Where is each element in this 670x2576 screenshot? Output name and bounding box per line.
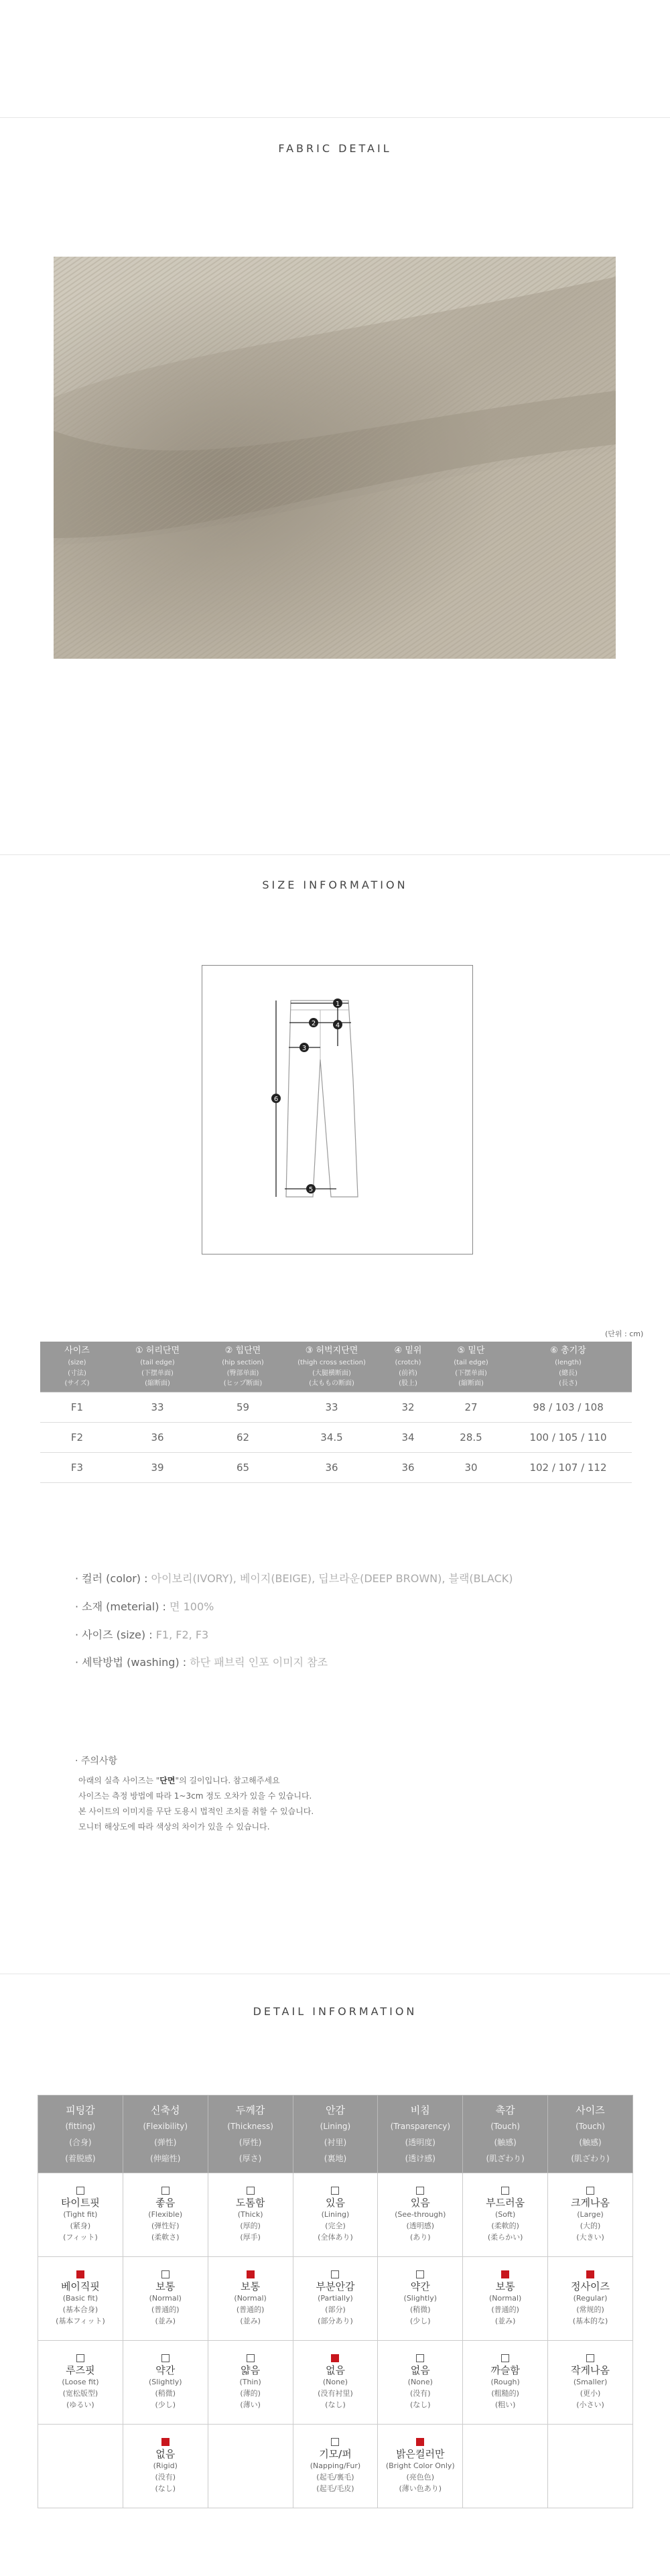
checked-checkbox-icon: [161, 2438, 170, 2446]
detail-cell-sub: (稍微): [155, 2389, 176, 2398]
size-cell: 59: [201, 1392, 285, 1422]
detail-cell-sub: (没有): [155, 2473, 176, 2482]
detail-cell-sub: (柔らかい): [487, 2233, 523, 2242]
detail-cell: [38, 2425, 123, 2508]
detail-cell-label: 보통: [155, 2280, 176, 2293]
detail-header: 비침 (Transparency) (透明度) (透け感): [378, 2096, 463, 2173]
detail-cell-label: 타이트핏: [60, 2197, 100, 2209]
detail-cell-sub: (あり): [410, 2233, 431, 2242]
checked-checkbox-icon: [247, 2270, 255, 2278]
detail-cell-sub: (厚的): [240, 2221, 261, 2230]
svg-text:2: 2: [311, 1020, 316, 1027]
detail-cell-sub: (Basic fit): [62, 2294, 98, 2303]
detail-cell: [208, 2173, 293, 2257]
detail-cell-label: 부분안감: [316, 2280, 355, 2293]
detail-cell-sub: (柔軟さ): [151, 2233, 180, 2242]
detail-cell-label: 루즈핏: [66, 2364, 95, 2376]
spec-value: 하단 패브릭 인포 이미지 참조: [190, 1656, 328, 1669]
svg-text:3: 3: [302, 1045, 307, 1052]
table-row: [38, 2341, 633, 2425]
detail-cell: [378, 2341, 463, 2425]
size-cell: 28.5: [438, 1422, 505, 1452]
checkbox-icon: [501, 2354, 509, 2362]
checked-checkbox-icon: [586, 2270, 594, 2278]
spec-label: · 사이즈 (size) :: [75, 1628, 153, 1641]
detail-cell-sub: (フィット): [63, 2233, 98, 2242]
detail-cell: [208, 2257, 293, 2341]
detail-cell-sub: (小さい): [576, 2400, 604, 2409]
detail-cell: [548, 2341, 633, 2425]
table-row: [38, 2425, 633, 2508]
detail-cell-sub: (Soft): [494, 2210, 516, 2219]
detail-cell: [123, 2257, 208, 2341]
detail-cell-sub: (大的): [580, 2221, 601, 2230]
detail-cell-sub: (部分あり): [318, 2317, 353, 2325]
detail-cell-sub: (Loose fit): [62, 2378, 99, 2386]
detail-cell-label: 있음: [410, 2197, 430, 2209]
detail-cell-sub: (Regular): [573, 2294, 608, 2303]
detail-table: [38, 2095, 633, 2508]
detail-cell-sub: (Normal): [488, 2294, 522, 2303]
detail-cell-sub: (Lining): [321, 2210, 350, 2219]
detail-cell-label: 작게나옴: [571, 2364, 610, 2376]
detail-cell-sub: (Bright Color Only): [385, 2461, 455, 2470]
checkbox-icon: [331, 2187, 339, 2195]
detail-cell: [293, 2257, 378, 2341]
detail-cell-sub: (少し): [155, 2400, 176, 2409]
detail-cell-sub: (薄い): [240, 2400, 261, 2409]
detail-cell-sub: (ゆるい): [66, 2400, 94, 2409]
diagram-marker: [309, 1018, 318, 1027]
detail-cell-label: 얇음: [241, 2364, 261, 2376]
detail-cell-sub: (全体あり): [318, 2233, 353, 2242]
checkbox-icon: [247, 2354, 255, 2362]
detail-header: 신축성 (Flexibility) (弹性) (伸縮性): [123, 2096, 208, 2173]
detail-cell-label: 베이직핏: [60, 2280, 100, 2293]
table-row: [40, 1392, 632, 1422]
detail-cell-label: 없음: [410, 2364, 430, 2376]
detail-cell: [293, 2173, 378, 2257]
size-cell: 36: [114, 1422, 201, 1452]
detail-cell-sub: (亮色色): [406, 2473, 435, 2482]
detail-information-title: DETAIL INFORMATION: [253, 2005, 417, 2018]
spec-size: [75, 1626, 208, 1642]
detail-cell-sub: (粗糙的): [491, 2389, 519, 2398]
detail-cell-sub: (並み): [240, 2317, 261, 2325]
checked-checkbox-icon: [501, 2270, 509, 2278]
notes-text: 아래의 실측 사이즈는 "단면"의 길이입니다. 참고해주세요 사이즈는 측정 방법에 따라 1~3cm 정도 오차가 있을 수 있습니다. 본 사이트의 이미지를 무단 도용시 법적인 조치를 취할 수 있습니다. 모니터 해상도에 따라 색상의 차이가 있을 수 있습니다.: [78, 1776, 314, 1831]
diagram-marker: [333, 999, 342, 1008]
size-cell: 62: [201, 1422, 285, 1452]
checkbox-icon: [501, 2187, 509, 2195]
detail-cell-sub: (透明感): [406, 2221, 435, 2230]
size-header: ③ 허벅지단면 (thigh cross section) (大腿横断面) (太ももの断面): [285, 1342, 379, 1392]
detail-cell: [293, 2341, 378, 2425]
detail-cell-label: 도톰함: [235, 2197, 265, 2209]
detail-cell-sub: (Large): [577, 2210, 604, 2219]
detail-cell: [38, 2257, 123, 2341]
size-cell: 32: [379, 1392, 438, 1422]
detail-cell-sub: (None): [322, 2378, 348, 2386]
detail-cell: [548, 2173, 633, 2257]
detail-cell: [208, 2425, 293, 2508]
detail-cell-sub: (更小): [580, 2389, 601, 2398]
detail-cell-label: 없음: [155, 2448, 176, 2460]
diagram-marker: [306, 1184, 316, 1194]
detail-cell-sub: (Rigid): [153, 2461, 178, 2470]
size-cell: F3: [40, 1452, 114, 1482]
detail-cell-sub: (Napping/Fur): [310, 2461, 361, 2470]
table-row: [40, 1452, 632, 1482]
size-cell: 36: [379, 1452, 438, 1482]
detail-cell-sub: (Slightly): [149, 2378, 182, 2386]
size-cell: 33: [285, 1392, 379, 1422]
unit-label: (단위 : cm): [605, 1330, 644, 1338]
detail-cell: [293, 2425, 378, 2508]
table-row: [38, 2257, 633, 2341]
spec-color: [75, 1570, 513, 1586]
detail-cell-sub: (None): [407, 2378, 433, 2386]
detail-cell-sub: (See-through): [395, 2210, 446, 2219]
spec-material: [75, 1598, 214, 1614]
detail-cell: [38, 2341, 123, 2425]
table-row: [40, 1422, 632, 1452]
detail-cell-sub: (基本的な): [572, 2317, 608, 2325]
size-cell: 27: [438, 1392, 505, 1422]
detail-cell-sub: (起毛/裏毛): [316, 2473, 354, 2482]
checkbox-icon: [586, 2354, 594, 2362]
spec-value: F1, F2, F3: [155, 1628, 209, 1641]
detail-cell: [548, 2257, 633, 2341]
svg-text:6: 6: [273, 1096, 279, 1103]
section-divider: [0, 854, 670, 855]
detail-cell-sub: (並み): [494, 2317, 516, 2325]
detail-cell-sub: (Thick): [237, 2210, 263, 2219]
detail-cell-sub: (Normal): [149, 2294, 182, 2303]
detail-cell-sub: (厚手): [240, 2233, 261, 2242]
detail-cell: [463, 2257, 548, 2341]
detail-header: 두께감 (Thickness) (厚性) (厚さ): [208, 2096, 293, 2173]
checkbox-icon: [161, 2187, 170, 2195]
detail-cell-label: 부드러움: [486, 2197, 525, 2209]
detail-cell-sub: (Normal): [234, 2294, 267, 2303]
checkbox-icon: [331, 2438, 339, 2446]
detail-cell-label: 크게나옴: [571, 2197, 610, 2209]
detail-cell: [123, 2173, 208, 2257]
size-cell: F1: [40, 1392, 114, 1422]
checkbox-icon: [247, 2187, 255, 2195]
detail-cell-sub: (普通的): [151, 2305, 180, 2314]
checkbox-icon: [586, 2187, 594, 2195]
size-cell: 98 / 103 / 108: [505, 1392, 632, 1422]
detail-header: 사이즈 (Touch) (触感) (肌ざわり): [548, 2096, 633, 2173]
size-cell: 34: [379, 1422, 438, 1452]
size-cell: 34.5: [285, 1422, 379, 1452]
size-cell: 39: [114, 1452, 201, 1482]
size-header: ⑥ 총기장 (length) (總長) (長さ): [505, 1342, 632, 1392]
detail-cell-sub: (柔軟的): [491, 2221, 519, 2230]
detail-cell-label: 까슬함: [490, 2364, 520, 2376]
checkbox-icon: [416, 2270, 424, 2278]
spec-label: · 컬러 (color) :: [75, 1572, 148, 1585]
svg-text:4: 4: [335, 1022, 340, 1029]
detail-cell-sub: (没有衬里): [318, 2389, 353, 2398]
detail-cell-label: 좋음: [155, 2197, 176, 2209]
detail-cell-sub: (起毛/毛皮): [316, 2484, 354, 2493]
svg-text:1: 1: [335, 1001, 340, 1008]
size-header: ④ 밑위 (crotch) (前裆) (股上): [379, 1342, 438, 1392]
detail-cell-sub: (Partially): [318, 2294, 353, 2303]
checkbox-icon: [416, 2354, 424, 2362]
checked-checkbox-icon: [416, 2438, 424, 2446]
detail-cell-label: 정사이즈: [571, 2280, 610, 2293]
size-cell: 33: [114, 1392, 201, 1422]
detail-cell-sub: (宽松版型): [62, 2389, 98, 2398]
size-header: 사이즈 (size) (寸法) (サイズ): [40, 1342, 114, 1392]
size-cell: 100 / 105 / 110: [505, 1422, 632, 1452]
size-cell: F2: [40, 1422, 114, 1452]
spec-label: · 세탁방법 (washing) :: [75, 1656, 187, 1669]
size-table: [40, 1342, 632, 1483]
detail-cell: [38, 2173, 123, 2257]
detail-header: 안감 (Lining) (衬里) (裏地): [293, 2096, 378, 2173]
size-header: ② 힙단면 (hip section) (臀部单面) (ヒップ断面): [201, 1342, 285, 1392]
detail-cell-sub: (薄的): [240, 2389, 261, 2398]
size-header: ① 허리단면 (tail edge) (下摆单面) (縮断面): [114, 1342, 201, 1392]
detail-cell-label: 없음: [325, 2364, 345, 2376]
detail-cell-sub: (部分): [325, 2305, 346, 2314]
checkbox-icon: [416, 2187, 424, 2195]
detail-cell-sub: (なし): [410, 2400, 431, 2409]
detail-cell: [463, 2173, 548, 2257]
size-cell: 36: [285, 1452, 379, 1482]
checked-checkbox-icon: [76, 2270, 84, 2278]
detail-cell: [548, 2425, 633, 2508]
checkbox-icon: [161, 2354, 170, 2362]
detail-cell-label: 기모/퍼: [319, 2448, 352, 2460]
detail-header: 피팅감 (fitting) (合身) (着脱感): [38, 2096, 123, 2173]
detail-cell-sub: (普通的): [491, 2305, 519, 2314]
table-row: [38, 2173, 633, 2257]
detail-cell-sub: (普通的): [236, 2305, 265, 2314]
checkbox-icon: [331, 2270, 339, 2278]
size-cell: 102 / 107 / 112: [505, 1452, 632, 1482]
diagram-marker: [299, 1043, 309, 1052]
detail-cell-sub: (大きい): [576, 2233, 604, 2242]
detail-cell-label: 보통: [241, 2280, 261, 2293]
detail-cell: [208, 2341, 293, 2425]
checkbox-icon: [76, 2354, 84, 2362]
detail-cell-sub: (基本合身): [62, 2305, 98, 2314]
detail-cell-sub: (Rough): [490, 2378, 520, 2386]
detail-cell-sub: (弹性好): [151, 2221, 180, 2230]
detail-cell-sub: (並み): [155, 2317, 176, 2325]
top-divider: [0, 117, 670, 118]
detail-cell: [378, 2425, 463, 2508]
spec-washing: [75, 1654, 328, 1669]
diagram-marker: [333, 1020, 342, 1029]
detail-cell-sub: (紧身): [70, 2221, 91, 2230]
detail-header: 촉감 (Touch) (触感) (肌ざわり): [463, 2096, 548, 2173]
svg-text:5: 5: [308, 1186, 314, 1194]
detail-cell: [378, 2173, 463, 2257]
detail-cell-label: 약간: [410, 2280, 430, 2293]
size-cell: 65: [201, 1452, 285, 1482]
detail-cell-label: 있음: [325, 2197, 345, 2209]
detail-cell-sub: (Slightly): [403, 2294, 438, 2303]
detail-cell-sub: (薄い色あり): [399, 2484, 442, 2493]
detail-cell: [378, 2257, 463, 2341]
detail-cell-sub: (少し): [410, 2317, 431, 2325]
detail-cell-sub: (Tight fit): [63, 2210, 98, 2219]
notes-heading: · 주의사항: [75, 1756, 117, 1766]
detail-cell-label: 약간: [155, 2364, 176, 2376]
detail-cell: [123, 2341, 208, 2425]
size-information-title: SIZE INFORMATION: [262, 879, 408, 891]
spec-value: 아이보리(IVORY), 베이지(BEIGE), 딥브라운(DEEP BROWN), 블랙(BLACK): [151, 1572, 513, 1585]
spec-value: 면 100%: [170, 1600, 214, 1613]
detail-cell-sub: (なし): [155, 2484, 176, 2493]
detail-cell-sub: (Smaller): [573, 2378, 608, 2386]
fabric-detail-title: FABRIC DETAIL: [278, 142, 392, 155]
detail-cell-sub: (常规的): [576, 2305, 604, 2314]
detail-cell-sub: (Flexible): [148, 2210, 183, 2219]
detail-cell-sub: (Thin): [239, 2378, 261, 2386]
detail-cell-sub: (基本フィット): [56, 2317, 105, 2325]
size-header: ⑤ 밑단 (tail edge) (下摆单面) (縮断面): [438, 1342, 505, 1392]
pants-measurement-diagram: [202, 965, 473, 1254]
detail-cell-sub: (粗い): [494, 2400, 516, 2409]
detail-cell: [463, 2341, 548, 2425]
size-cell: 30: [438, 1452, 505, 1482]
checkbox-icon: [161, 2270, 170, 2278]
detail-cell-sub: (なし): [325, 2400, 346, 2409]
detail-cell: [463, 2425, 548, 2508]
detail-cell-label: 보통: [495, 2280, 515, 2293]
spec-label: · 소재 (meterial) :: [75, 1600, 166, 1613]
detail-cell-label: 밝은컬러만: [396, 2448, 445, 2460]
checkbox-icon: [76, 2187, 84, 2195]
diagram-marker: [271, 1094, 281, 1103]
checked-checkbox-icon: [331, 2354, 339, 2362]
detail-cell: [123, 2425, 208, 2508]
detail-cell-sub: (稍微): [410, 2305, 431, 2314]
fabric-texture-image: [54, 257, 616, 659]
detail-cell-sub: (没有): [410, 2389, 431, 2398]
detail-cell-sub: (完全): [325, 2221, 346, 2230]
